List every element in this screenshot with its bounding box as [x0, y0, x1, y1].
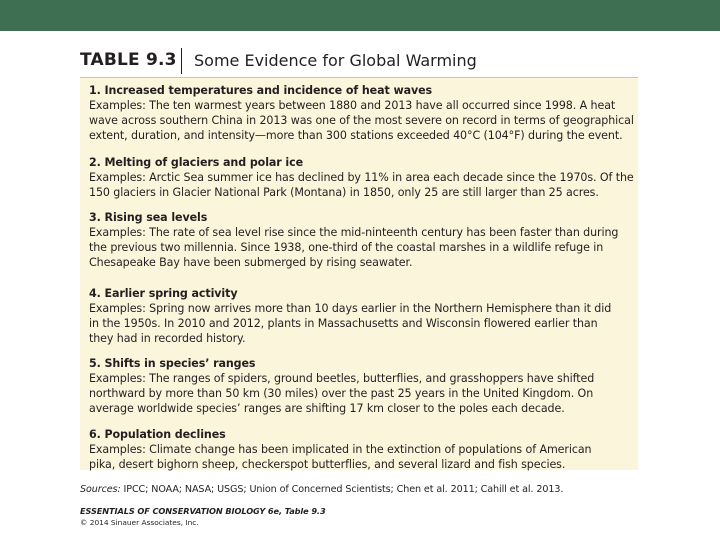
section-line: Examples: The ten warmest years between 1880 and 2013 have all occurred since 1998. A heat	[89, 99, 616, 112]
evidence-section-population-declines	[89, 427, 634, 472]
section-line: Examples: The rate of sea level rise since the mid-ninteenth century has been faster than during	[89, 226, 619, 239]
section-heading: 5. Shifts in species’ ranges	[89, 357, 256, 370]
sources-label: Sources:	[80, 484, 121, 495]
section-heading: 3. Rising sea levels	[89, 211, 208, 224]
copyright-notice: © 2014 Sinauer Associates, Inc.	[80, 518, 199, 527]
section-line: pika, desert bighorn sheep, checkerspot butterflies, and several lizard and fish species.	[89, 458, 566, 471]
evidence-section-melting-ice	[89, 155, 634, 200]
section-line: Examples: The ranges of spiders, ground beetles, butterflies, and grasshoppers have shifted	[89, 372, 595, 385]
sources-line	[80, 484, 563, 495]
section-line: the previous two millennia. Since 1938, one-third of the coastal marshes in a wildlife refuge in	[89, 241, 604, 254]
section-line: wave across southern China in 2013 was one of the most severe on record in terms of geographical	[89, 114, 634, 127]
section-heading: 2. Melting of glaciers and polar ice	[89, 156, 304, 169]
book-credit: ESSENTIALS OF CONSERVATION BIOLOGY 6e, Table 9.3	[80, 506, 326, 516]
section-line: they had in recorded history.	[89, 332, 246, 345]
section-line: Examples: Spring now arrives more than 10 days earlier in the Northern Hemisphere than it did	[89, 302, 612, 315]
table-body	[80, 77, 638, 470]
section-line: Examples: Climate change has been implicated in the extinction of populations of American	[89, 443, 592, 456]
section-line: in the 1950s. In 2010 and 2012, plants in Massachusetts and Wisconsin flowered earlier than	[89, 317, 598, 330]
table-title: Some Evidence for Global Warming	[194, 51, 477, 70]
section-heading: 4. Earlier spring activity	[89, 287, 238, 300]
header-divider	[181, 48, 182, 74]
table-number: TABLE 9.3	[80, 50, 177, 70]
section-heading: 6. Population declines	[89, 428, 226, 441]
section-line: Chesapeake Bay have been submerged by rising seawater.	[89, 256, 413, 269]
section-line: extent, duration, and intensity—more than 300 stations exceeded 40°C (104°F) during the event.	[89, 129, 623, 142]
evidence-section-sea-levels	[89, 210, 634, 270]
section-line: northward by more than 50 km (30 miles) over the past 25 years in the United Kingdom. On	[89, 387, 594, 400]
top-banner-bar	[0, 0, 720, 31]
section-line: average worldwide species’ ranges are shifting 17 km closer to the poles each decade.	[89, 402, 565, 415]
evidence-section-heat-waves	[89, 83, 634, 143]
table-header	[80, 48, 640, 76]
evidence-section-spring-activity	[89, 286, 634, 346]
sources-text: IPCC; NOAA; NASA; USGS; Union of Concerned Scientists; Chen et al. 2011; Cahill et al. 2013.	[120, 484, 564, 495]
evidence-section-species-ranges	[89, 356, 634, 416]
section-heading: 1. Increased temperatures and incidence of heat waves	[89, 84, 433, 97]
section-line: Examples: Arctic Sea summer ice has declined by 11% in area each decade since the 1970s. Of the	[89, 171, 634, 184]
section-line: 150 glaciers in Glacier National Park (Montana) in 1850, only 25 are still larger than 25 acres.	[89, 186, 599, 199]
